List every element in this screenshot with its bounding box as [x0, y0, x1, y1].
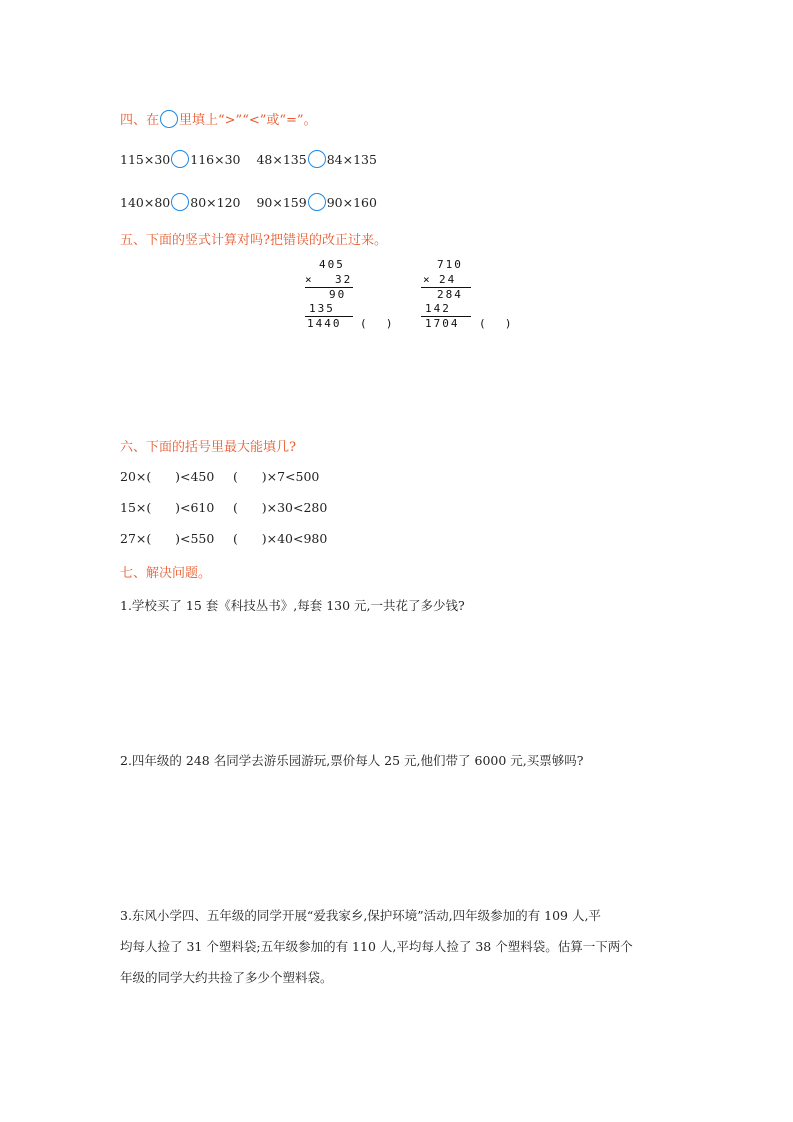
compare-circle-blank[interactable]	[171, 193, 189, 211]
calc-partial-2: 142	[425, 302, 451, 315]
calc-multiplicand: 405	[319, 258, 345, 271]
circle-blank-icon	[160, 110, 178, 128]
calc-multiplier: 32	[335, 273, 353, 286]
calc-sign: ×	[305, 273, 314, 286]
problem-1: 1.学校买了 15 套《科技丛书》,每套 130 元,一共花了多少钱?	[120, 598, 465, 613]
compare-circle-blank[interactable]	[171, 150, 189, 168]
calc-multiplicand: 710	[437, 258, 463, 271]
bracket-right: ( )×30<280	[233, 500, 328, 515]
problem-3-line-2: 均每人捡了 31 个塑料袋;五年级参加的有 110 人,平均每人捡了 38 个塑料袋。估算一下两个	[120, 939, 633, 954]
problem-2: 2.四年级的 248 名同学去游乐园游玩,票价每人 25 元,他们带了 6000 元,买票够吗?	[120, 753, 584, 768]
calc-partial-1: 284	[437, 288, 463, 301]
bracket-left: 15×( )<610	[120, 500, 215, 515]
bracket-row-2	[120, 500, 328, 515]
compare-circle-blank[interactable]	[308, 150, 326, 168]
calc-result: 1440	[307, 317, 342, 330]
bracket-row-3	[120, 531, 328, 546]
compare-left: 115×30	[120, 152, 171, 167]
section6-title: 六、下面的括号里最大能填几?	[120, 440, 296, 455]
calc-answer-paren[interactable]: ( )	[360, 317, 395, 330]
compare-left: 140×80	[120, 195, 171, 210]
bracket-right: ( )×7<500	[233, 469, 320, 484]
compare-row-1	[120, 150, 377, 170]
vertical-calc-2	[421, 256, 531, 336]
calc-partial-2: 135	[309, 302, 335, 315]
compare-left: 48×135	[256, 152, 307, 167]
problem-3-line-1: 3.东风小学四、五年级的同学开展“爱我家乡,保护环境”活动,四年级参加的有 109 人,平	[120, 908, 601, 923]
compare-right: 116×30	[190, 152, 241, 167]
calc-answer-paren[interactable]: ( )	[479, 317, 514, 330]
section5-title: 五、下面的竖式计算对吗?把错误的改正过来。	[120, 233, 387, 248]
section4-title-after: 里填上“>”“<”或“=”。	[179, 113, 317, 128]
problem-3-line-3: 年级的同学大约共捡了多少个塑料袋。	[120, 970, 333, 985]
compare-right: 90×160	[326, 195, 377, 210]
compare-right: 84×135	[326, 152, 377, 167]
calc-result: 1704	[425, 317, 460, 330]
compare-row-2	[120, 193, 377, 213]
calc-partial-1: 90	[329, 288, 347, 301]
bracket-row-1	[120, 469, 320, 484]
section4-title-before: 四、在	[120, 113, 160, 128]
calc-sign: ×	[423, 273, 432, 286]
section7-title: 七、解决问题。	[120, 566, 212, 581]
bracket-left: 20×( )<450	[120, 469, 215, 484]
bracket-left: 27×( )<550	[120, 531, 215, 546]
bracket-right: ( )×40<980	[233, 531, 328, 546]
compare-circle-blank[interactable]	[308, 193, 326, 211]
section4-title	[120, 110, 317, 130]
compare-left: 90×159	[256, 195, 307, 210]
compare-right: 80×120	[190, 195, 241, 210]
calc-multiplier: 24	[439, 273, 457, 286]
vertical-calc-1	[305, 256, 415, 336]
